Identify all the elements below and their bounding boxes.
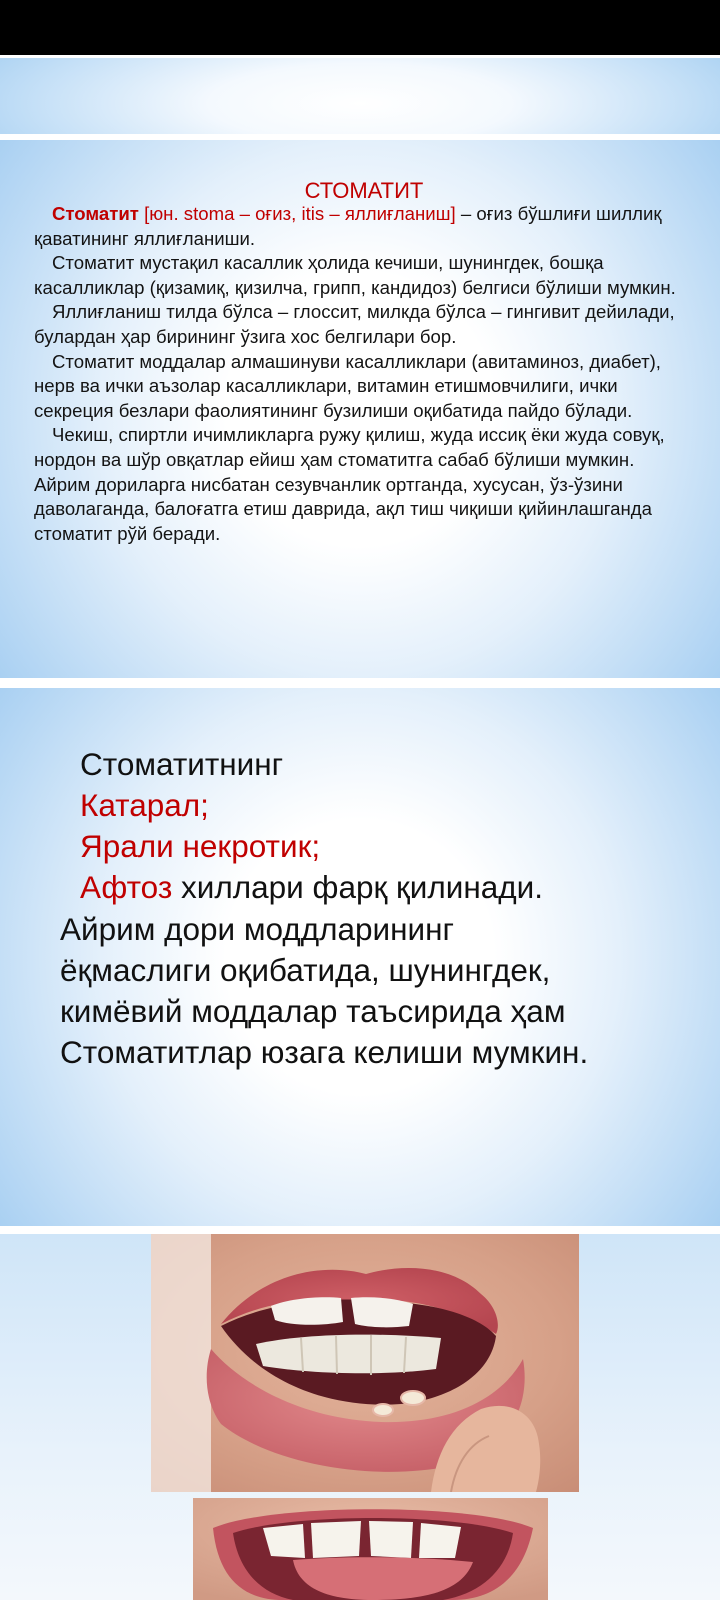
slide-blank [0, 58, 720, 134]
paragraph-definition [34, 202, 694, 251]
type-ulcer-necrotic: Ярали некротик; [80, 828, 321, 864]
slide-stomatitis-definition [0, 140, 720, 678]
mouth-open-photo [193, 1498, 548, 1600]
slide-title: СТОМАТИТ [304, 178, 424, 203]
paragraph-text: Чекиш, спиртли ичимликларга ружу қилиш, жуда иссиқ ёки жуда совуқ, нордон ва шўр овқатлар ейиш ҳам стоматитга сабаб бўлиши мумкин. Айрим дориларга нисбатан сезувчанлик ортганда, хусусан, ўз-ўзини даволаганда, балоғатга етиш даврида, ақл тиш чиқиши қийинлашганда стоматит рўй беради. [34, 424, 665, 544]
paragraph-text: Стоматит мустақил касаллик ҳолида кечиши, шунингдек, бошқа касалликлар (қизамиқ, қизилча, грипп, кандидоз) белгиси бўлиши мумкин. [34, 252, 676, 298]
term-stomatitis: Стоматит [52, 203, 139, 224]
types-text-line: кимёвий моддалар таъсирида ҳам [60, 993, 566, 1029]
definition-text [34, 202, 694, 546]
slide-stomatitis-types [0, 688, 720, 1226]
term-etymology: [юн. stoma – оғиз, itis – яллиғланиш] [138, 203, 456, 224]
type-aphthous [80, 867, 543, 909]
types-text-line: Стоматитлар юзага келиши мумкин. [60, 1034, 589, 1070]
types-intro: Стоматитнинг [80, 746, 284, 782]
paragraph-text: Стоматит моддалар алмашинуви касалликлари (авитаминоз, диабет), нерв ва ички аъзолар касалликлари, витамин етишмовчилиги, ички секреция безлари фаолиятининг бузилиши оқибатида пайдо бўлади. [34, 350, 661, 421]
types-text-line: ёқмаслиги оқибатида, шунингдек, [60, 952, 551, 988]
slide-photos [0, 1234, 720, 1600]
type-aphthous-rest: хиллари фарқ қилинади. [172, 869, 544, 905]
types-text-line: Айрим дори моддларининг [60, 911, 455, 947]
type-aphthous-label: Афтоз [80, 869, 173, 905]
type-catarrhal: Катарал; [80, 787, 209, 823]
term-definition: – оғиз бўшлиғи шиллиқ қаватининг яллиғланиши. [34, 203, 662, 249]
paragraph-text: Яллиғланиш тилда бўлса – глоссит, милкда бўлса – гингивит дейилади, булардан ҳар бирининг ўзига хос белгилари бор. [34, 301, 675, 347]
status-bar [0, 0, 720, 55]
mouth-ulcer-photo [151, 1234, 579, 1492]
